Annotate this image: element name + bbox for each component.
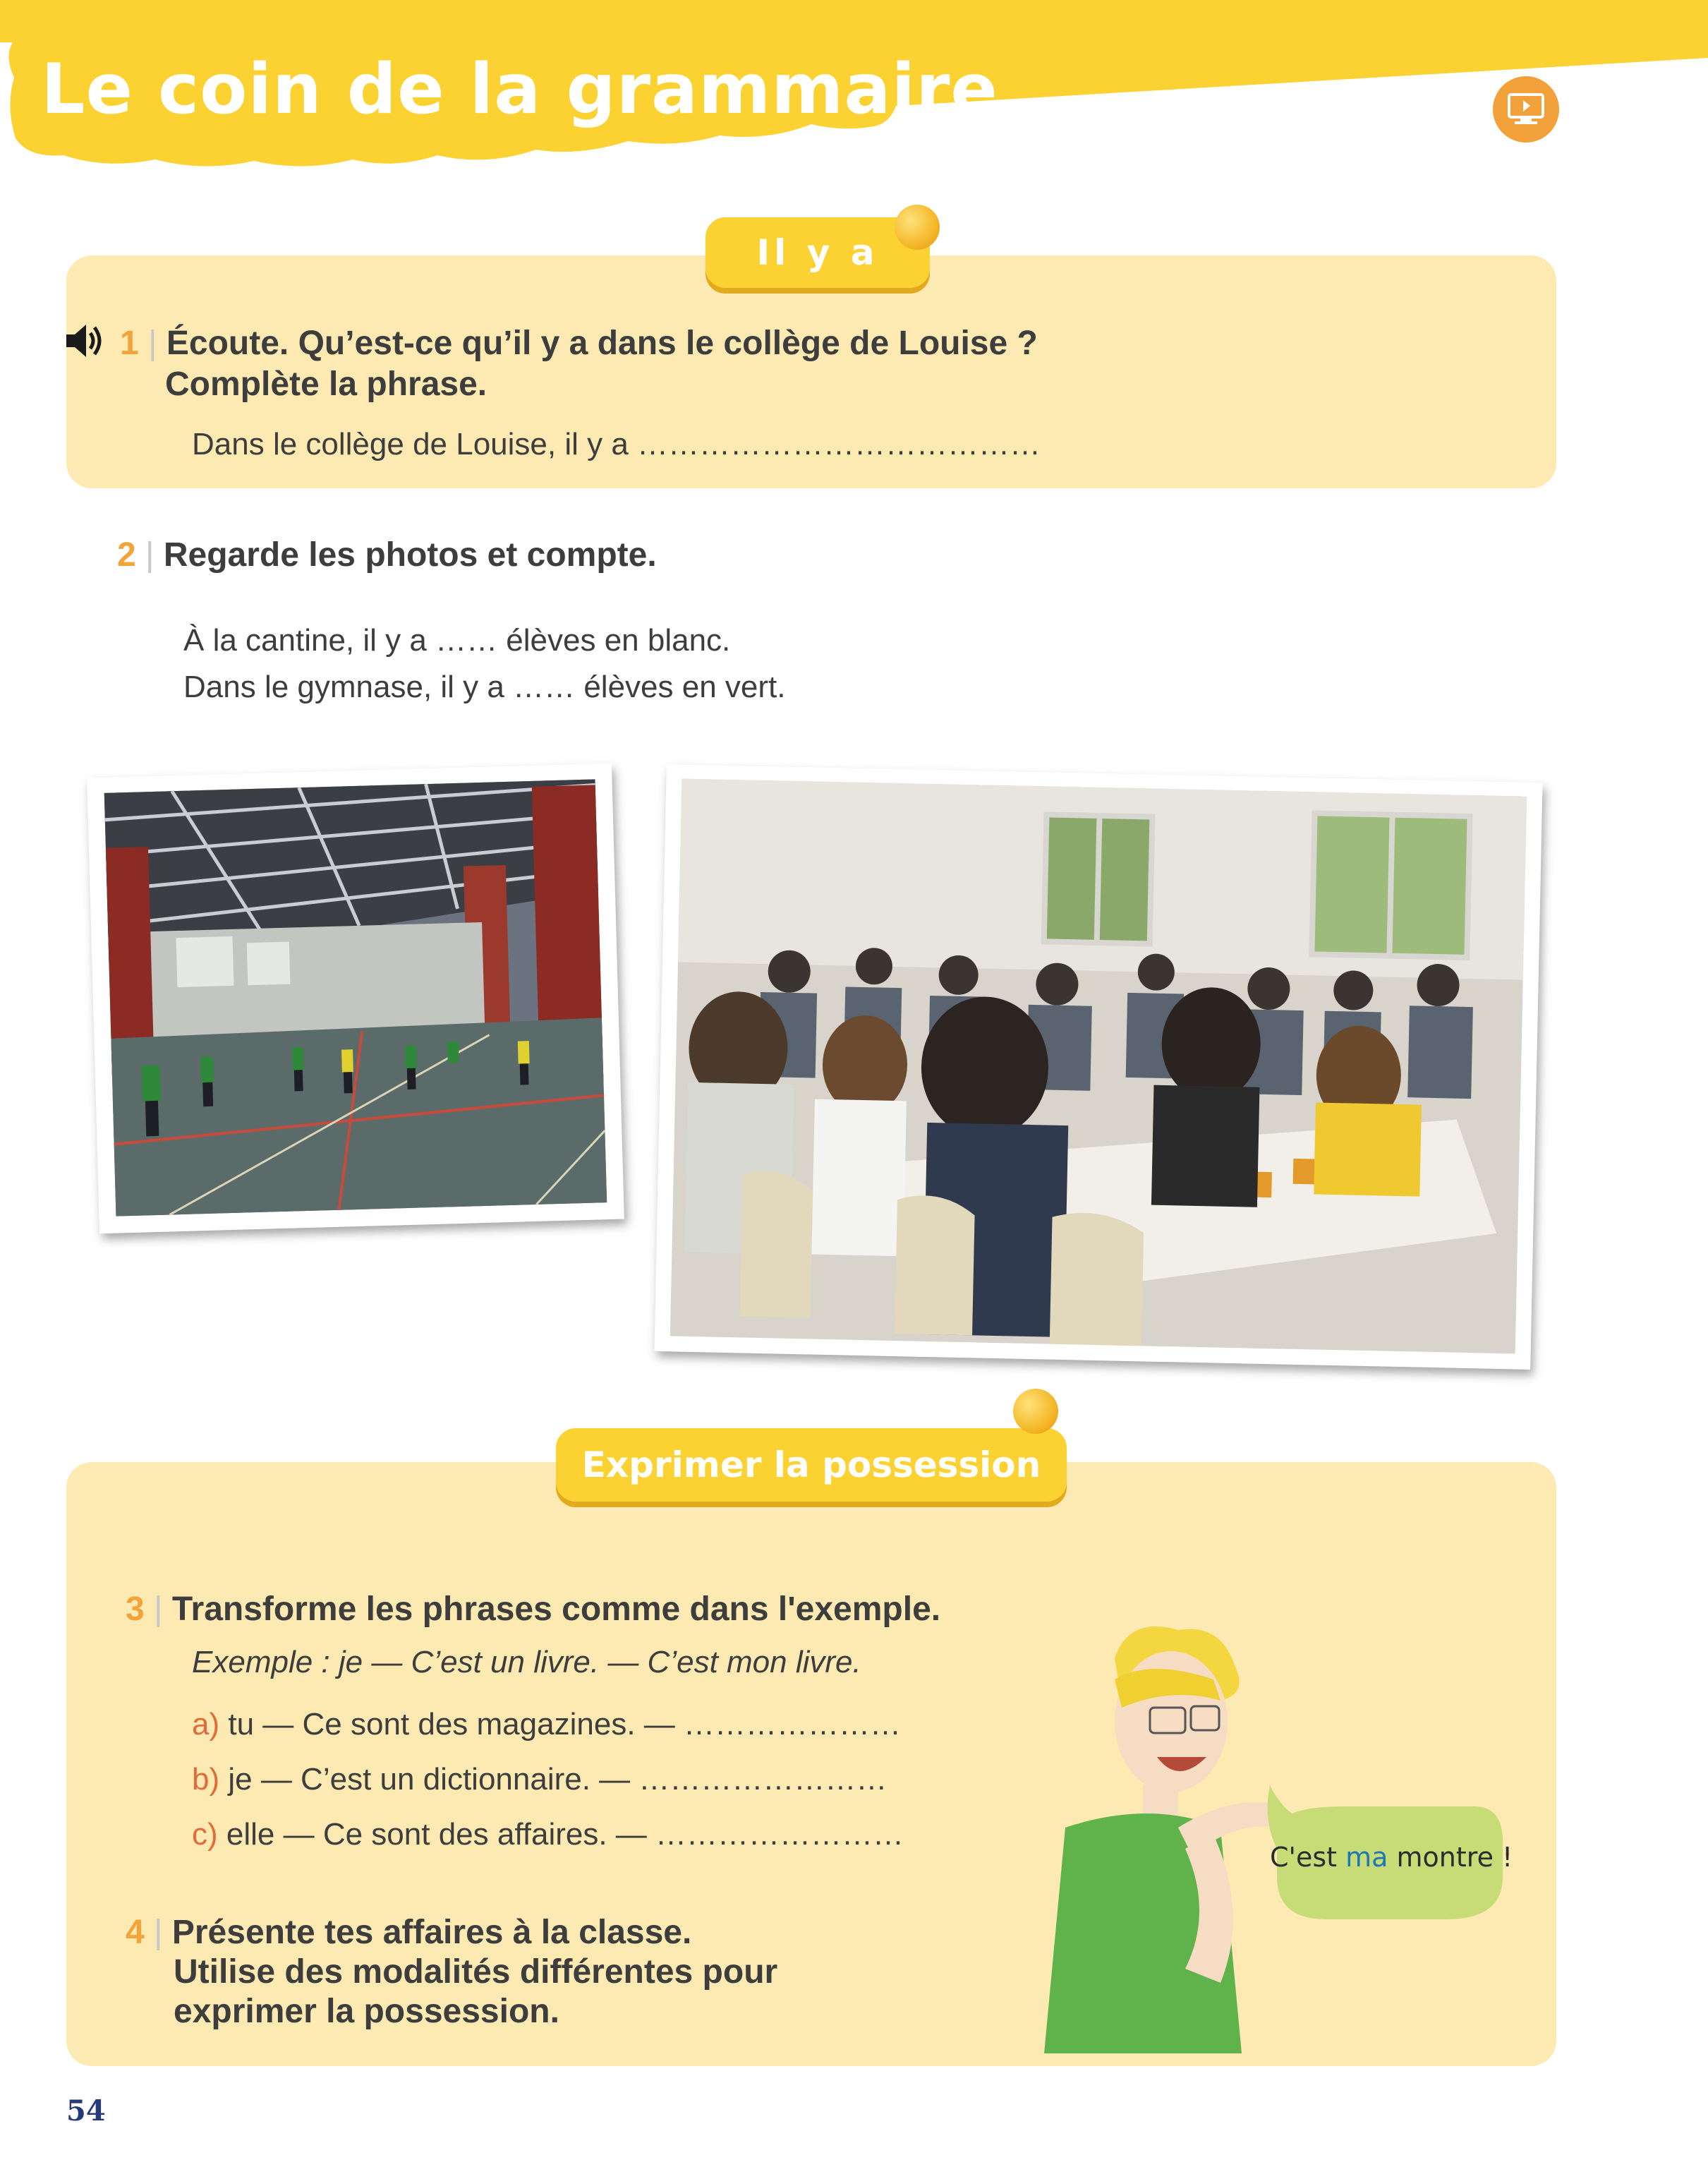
exercise-3-item-b [192, 1757, 887, 1802]
exercise-4-line3: exprimer la possession. [174, 1993, 559, 2030]
exercise-1-line1: Écoute. Qu’est-ce qu’il y a dans le collège de Louise ? [166, 325, 1038, 362]
exercise-number: 3 [126, 1590, 145, 1628]
exercise-number: 4 [126, 1914, 145, 1951]
exercise-3-text: Transforme les phrases comme dans l'exemple. [171, 1590, 941, 1628]
canteen-photo [654, 764, 1542, 1370]
item-text: tu — Ce sont des magazines. — ………………… [228, 1707, 901, 1742]
item-letter: b) [192, 1762, 220, 1797]
exercise-4-line2: Utilise des modalités différentes pour [174, 1953, 778, 1991]
speech-bubble-text: C'est ma montre ! [1270, 1842, 1513, 1873]
item-letter: c) [192, 1817, 218, 1852]
section-tag-possession: Exprimer la possession [556, 1428, 1067, 1502]
exercise-3-item-a [192, 1702, 901, 1747]
exercise-4-instruction: 4 | Présente tes affaires à la classe. [126, 1914, 692, 1951]
item-text: elle — Ce sont des affaires. — …………………… [226, 1817, 904, 1852]
exercise-3-instruction: 3 | Transforme les phrases comme dans l'exemple. [126, 1590, 941, 1628]
exercise-2-sentence-1: À la cantine, il y a …… élèves en blanc. [183, 623, 731, 658]
exercise-3-item-c [192, 1812, 904, 1857]
exercise-2-instruction: 2 | Regarde les photos et compte. [117, 536, 657, 574]
pushpin-icon [895, 205, 940, 250]
boy-illustration [1009, 1616, 1270, 2053]
exercise-1-line2: Complète la phrase. [165, 366, 487, 403]
item-letter: a) [192, 1707, 220, 1742]
exercise-4-line1: Présente tes affaires à la classe. [171, 1914, 692, 1951]
monitor-icon [1506, 92, 1546, 127]
exercise-number: 1 [120, 325, 139, 362]
exercise-1-sentence: Dans le collège de Louise, il y a ………………………………… [192, 427, 1041, 461]
highlighted-word: ma [1345, 1842, 1388, 1873]
item-text: je — C’est un dictionnaire. — …………………… [228, 1762, 888, 1797]
exercise-1-instruction: 1 | Écoute. Qu’est-ce qu’il y a dans le collège de Louise ? [120, 325, 1038, 362]
exercise-3-example: Exemple : je — C’est un livre. — C’est mon livre. [192, 1645, 861, 1679]
page-number: 54 [66, 2094, 106, 2127]
audio-speaker-icon[interactable] [63, 319, 106, 363]
section-tag-il-y-a: Il y a [705, 217, 930, 288]
exercise-2-text: Regarde les photos et compte. [163, 536, 657, 574]
page-title: Le coin de la grammaire [41, 49, 998, 130]
pushpin-icon [1013, 1389, 1058, 1434]
screen-button[interactable] [1493, 76, 1559, 143]
exercise-2-sentence-2: Dans le gymnase, il y a …… élèves en vert. [183, 670, 786, 704]
gym-photo [87, 763, 624, 1234]
exercise-number: 2 [117, 536, 136, 574]
